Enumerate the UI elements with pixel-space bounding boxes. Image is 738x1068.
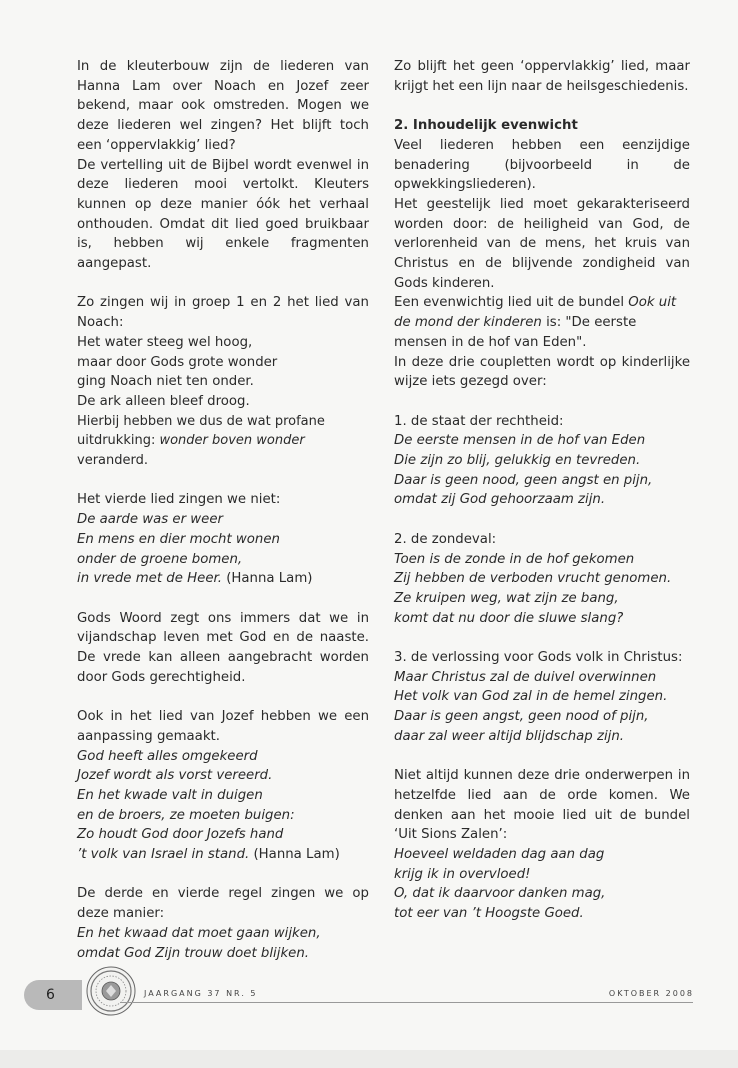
paragraph: In deze drie coupletten wordt op kinderlijke wijze iets gezegd over:: [394, 354, 690, 390]
stanza-title: 3. de verlossing voor Gods volk in Christus:: [394, 650, 683, 666]
paragraph: Gods Woord zegt ons immers dat we in vijandschap leven met God en de naaste. De vrede kan alleen aangebracht worden door Gods gerechtigheid.: [77, 610, 369, 685]
footer-rule: [120, 1002, 693, 1003]
attribution: (Hanna Lam): [221, 571, 313, 587]
verse-line: daar zal weer altijd blijdschap zijn.: [394, 728, 624, 744]
book-title: Ook uit de mond der kinderen: [394, 295, 677, 331]
verse-line: Daar is geen angst, geen nood of pijn,: [394, 709, 649, 725]
verse-line: ging Noach niet ten onder.: [77, 374, 254, 390]
paragraph: [77, 412, 369, 471]
paragraph: De vertelling uit de Bijbel wordt evenwel in deze liederen mooi vertolkt. Kleuters kunnen op deze manier óók het verhaal onthouden. Omdat dit lied goed bruikbaar is, hebben wij enkele fragmenten aangepast.: [77, 157, 369, 272]
left-column: [77, 57, 369, 963]
verse-line: Maar Christus zal de duivel overwinnen: [394, 669, 657, 685]
text-run: Hierbij hebben we dus de wat profane uitdrukking:: [77, 413, 325, 449]
verse-line: Hoeveel weldaden dag aan dag: [394, 847, 605, 863]
page-number: 6: [24, 980, 82, 1010]
paragraph: Zo blijft het geen ‘oppervlakkig’ lied, maar krijgt het een lijn naar de heilsgeschiedenis.: [394, 59, 690, 94]
verse-line: omdat God Zijn trouw doet blijken.: [77, 945, 309, 961]
verse-line: Het volk van God zal in de hemel zingen.: [394, 689, 668, 705]
verse-line: [77, 845, 369, 865]
verse-line: God heeft alles omgekeerd: [77, 748, 258, 764]
bottom-band: [0, 1050, 738, 1068]
verse-line: O, dat ik daarvoor danken mag,: [394, 886, 606, 902]
paragraph: Zo zingen wij in groep 1 en 2 het lied van Noach:: [77, 295, 369, 331]
text-run: Een evenwichtig lied uit de bundel: [394, 295, 629, 311]
paragraph: Ook in het lied van Jozef hebben we een aanpassing gemaakt.: [77, 709, 369, 744]
seal-emblem-icon: [86, 966, 136, 1016]
verse-line: Zo houdt God door Jozefs hand: [77, 827, 284, 843]
verse-line: Jozef wordt als vorst vereerd.: [77, 768, 273, 784]
stanza-title: 1. de staat der rechtheid:: [394, 413, 564, 429]
verse-line: En mens en dier mocht wonen: [77, 531, 280, 547]
issue-date: OKTOBER 2008: [608, 989, 694, 998]
paragraph: De derde en vierde regel zingen we op deze manier:: [77, 886, 369, 922]
paragraph: In de kleuterbouw zijn de liederen van Hanna Lam over Noach en Jozef zeer bekend, maar ook omstreden. Mogen we deze liederen wel zingen? Het blijft toch een ‘oppervlakkig’ lied?: [77, 59, 369, 153]
verse-line: De eerste mensen in de hof van Eden: [394, 433, 646, 449]
verse-line: krijg ik in overvloed!: [394, 866, 531, 882]
verse-text: ’t volk van Israel in stand.: [77, 847, 250, 863]
verse-line: tot eer van ’t Hoogste Goed.: [394, 906, 584, 922]
verse-line: Daar is geen nood, geen angst en pijn,: [394, 472, 653, 488]
text-run: is: "De eerste mensen in de hof van Eden".: [394, 315, 637, 350]
verse-line: Het water steeg wel hoog,: [77, 334, 253, 350]
paragraph: Veel liederen hebben een eenzijdige benadering (bijvoorbeeld in de opwekkingsliederen).: [394, 137, 690, 193]
attribution: (Hanna Lam): [249, 847, 340, 863]
verse-line: [77, 569, 369, 589]
verse-line: De ark alleen bleef droog.: [77, 393, 250, 409]
paragraph: Het vierde lied zingen we niet:: [77, 492, 281, 508]
verse-line: onder de groene bomen,: [77, 551, 243, 567]
verse-line: Die zijn zo blij, gelukkig en tevreden.: [394, 453, 641, 469]
verse-line: maar door Gods grote wonder: [77, 354, 278, 370]
verse-line: en de broers, ze moeten buigen:: [77, 807, 295, 823]
verse-line: Zij hebben de verboden vrucht genomen.: [394, 571, 672, 587]
section-heading: 2. Inhoudelijk evenwicht: [394, 118, 578, 134]
verse-text: in vrede met de Heer.: [77, 571, 222, 587]
verse-line: En het kwade valt in duigen: [77, 787, 263, 803]
italic-phrase: wonder boven wonder: [159, 433, 305, 449]
text-run: veranderd.: [77, 453, 148, 469]
right-column: [394, 57, 690, 924]
verse-line: omdat zij God gehoorzaam zijn.: [394, 492, 606, 508]
verse-line: Ze kruipen weg, wat zijn ze bang,: [394, 590, 619, 606]
journal-issue: JAARGANG 37 NR. 5: [144, 989, 258, 998]
verse-line: De aarde was er weer: [77, 512, 224, 528]
paragraph: [394, 293, 690, 352]
verse-line: komt dat nu door die sluwe slang?: [394, 610, 624, 626]
paragraph: Het geestelijk lied moet gekarakteriseerd worden door: de heiligheid van God, de verlorenheid van de mens, het kruis van Christus en de blijvende zondigheid van Gods kinderen.: [394, 196, 690, 291]
paragraph: Niet altijd kunnen deze drie onderwerpen in hetzelfde lied aan de orde komen. We denken aan het mooie lied uit de bundel ‘Uit Sions Zalen’:: [394, 768, 690, 843]
verse-line: En het kwaad dat moet gaan wijken,: [77, 925, 321, 941]
verse-line: Toen is de zonde in de hof gekomen: [394, 551, 635, 567]
stanza-title: 2. de zondeval:: [394, 531, 497, 547]
